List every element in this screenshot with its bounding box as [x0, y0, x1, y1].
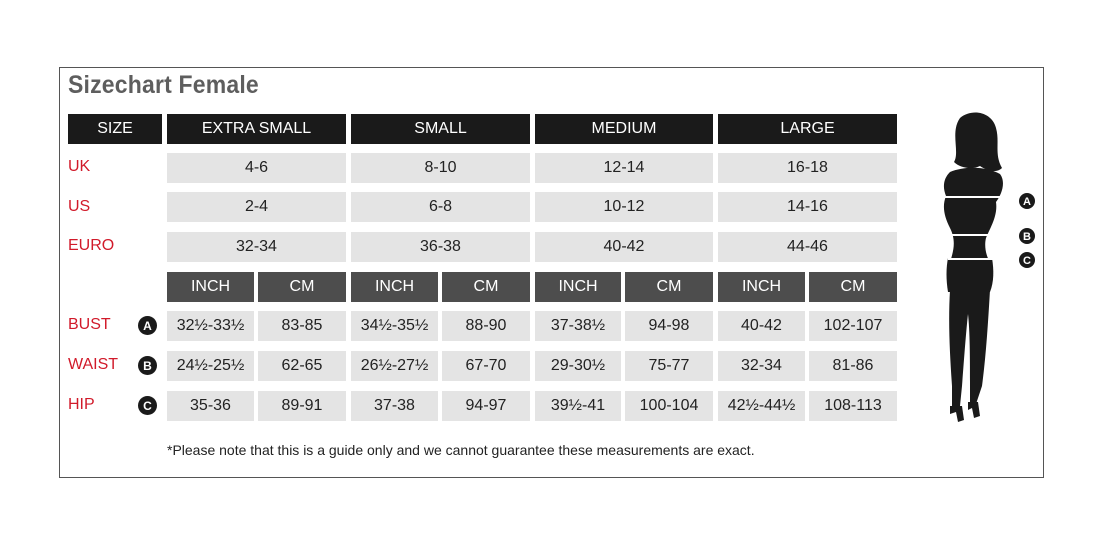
table-cell: 35-36 [167, 391, 254, 421]
table-cell: 83-85 [258, 311, 346, 341]
bust-band [924, 196, 1004, 198]
unit-header-inch: INCH [535, 272, 621, 302]
unit-header-cm: CM [809, 272, 897, 302]
table-cell: 37-38 [351, 391, 438, 421]
table-cell: 88-90 [442, 311, 530, 341]
table-cell: 10-12 [535, 192, 713, 222]
table-cell: 4-6 [167, 153, 346, 183]
table-cell: 40-42 [718, 311, 805, 341]
unit-header-cm: CM [625, 272, 713, 302]
marker-a-icon: A [138, 316, 157, 335]
marker-a-label: A [1023, 196, 1031, 208]
row-label-euro: EURO [68, 237, 115, 254]
marker-c-label: C [1023, 255, 1031, 267]
table-cell: 40-42 [535, 232, 713, 262]
unit-header-inch: INCH [167, 272, 254, 302]
disclaimer-note: *Please note that this is a guide only and we cannot guarantee these measurements are exact. [167, 442, 755, 458]
table-cell: 16-18 [718, 153, 897, 183]
unit-header-inch: INCH [718, 272, 805, 302]
marker-b-label: B [1023, 231, 1031, 243]
table-cell: 32-34 [167, 232, 346, 262]
table-cell: 12-14 [535, 153, 713, 183]
row-label-hip: HIP [68, 396, 95, 413]
unit-header-cm: CM [442, 272, 530, 302]
table-cell: 94-97 [442, 391, 530, 421]
table-cell: 39½-41 [535, 391, 621, 421]
table-cell: 34½-35½ [351, 311, 438, 341]
table-cell: 29-30½ [535, 351, 621, 381]
table-cell: 94-98 [625, 311, 713, 341]
table-cell: 67-70 [442, 351, 530, 381]
unit-header-inch: INCH [351, 272, 438, 302]
table-cell: 14-16 [718, 192, 897, 222]
size-header-medium: MEDIUM [535, 114, 713, 144]
table-cell: 32-34 [718, 351, 805, 381]
table-cell: 37-38½ [535, 311, 621, 341]
marker-b-icon: B [138, 356, 157, 375]
table-cell: 44-46 [718, 232, 897, 262]
table-cell: 24½-25½ [167, 351, 254, 381]
size-header-large: LARGE [718, 114, 897, 144]
table-cell: 62-65 [258, 351, 346, 381]
table-cell: 81-86 [809, 351, 897, 381]
table-cell: 100-104 [625, 391, 713, 421]
table-cell: 2-4 [167, 192, 346, 222]
unit-header-cm: CM [258, 272, 346, 302]
female-silhouette-figure [920, 110, 1040, 430]
table-cell: 6-8 [351, 192, 530, 222]
table-cell: 36-38 [351, 232, 530, 262]
table-cell: 102-107 [809, 311, 897, 341]
table-cell: 108-113 [809, 391, 897, 421]
size-header-small: SMALL [351, 114, 530, 144]
row-label-waist: WAIST [68, 356, 119, 373]
table-cell: 89-91 [258, 391, 346, 421]
row-label-us: US [68, 198, 91, 215]
table-cell: 42½-44½ [718, 391, 805, 421]
waist-band [944, 234, 998, 236]
silhouette-body [944, 113, 1003, 422]
table-cell: 26½-27½ [351, 351, 438, 381]
size-header-extra-small: EXTRA SMALL [167, 114, 346, 144]
table-cell: 32½-33½ [167, 311, 254, 341]
chart-title: Sizechart Female [68, 71, 259, 99]
row-label-bust: BUST [68, 316, 111, 333]
table-cell: 8-10 [351, 153, 530, 183]
marker-c-icon: C [138, 396, 157, 415]
size-header: SIZE [68, 114, 162, 144]
hip-band [948, 258, 994, 260]
table-cell: 75-77 [625, 351, 713, 381]
row-label-uk: UK [68, 158, 91, 175]
